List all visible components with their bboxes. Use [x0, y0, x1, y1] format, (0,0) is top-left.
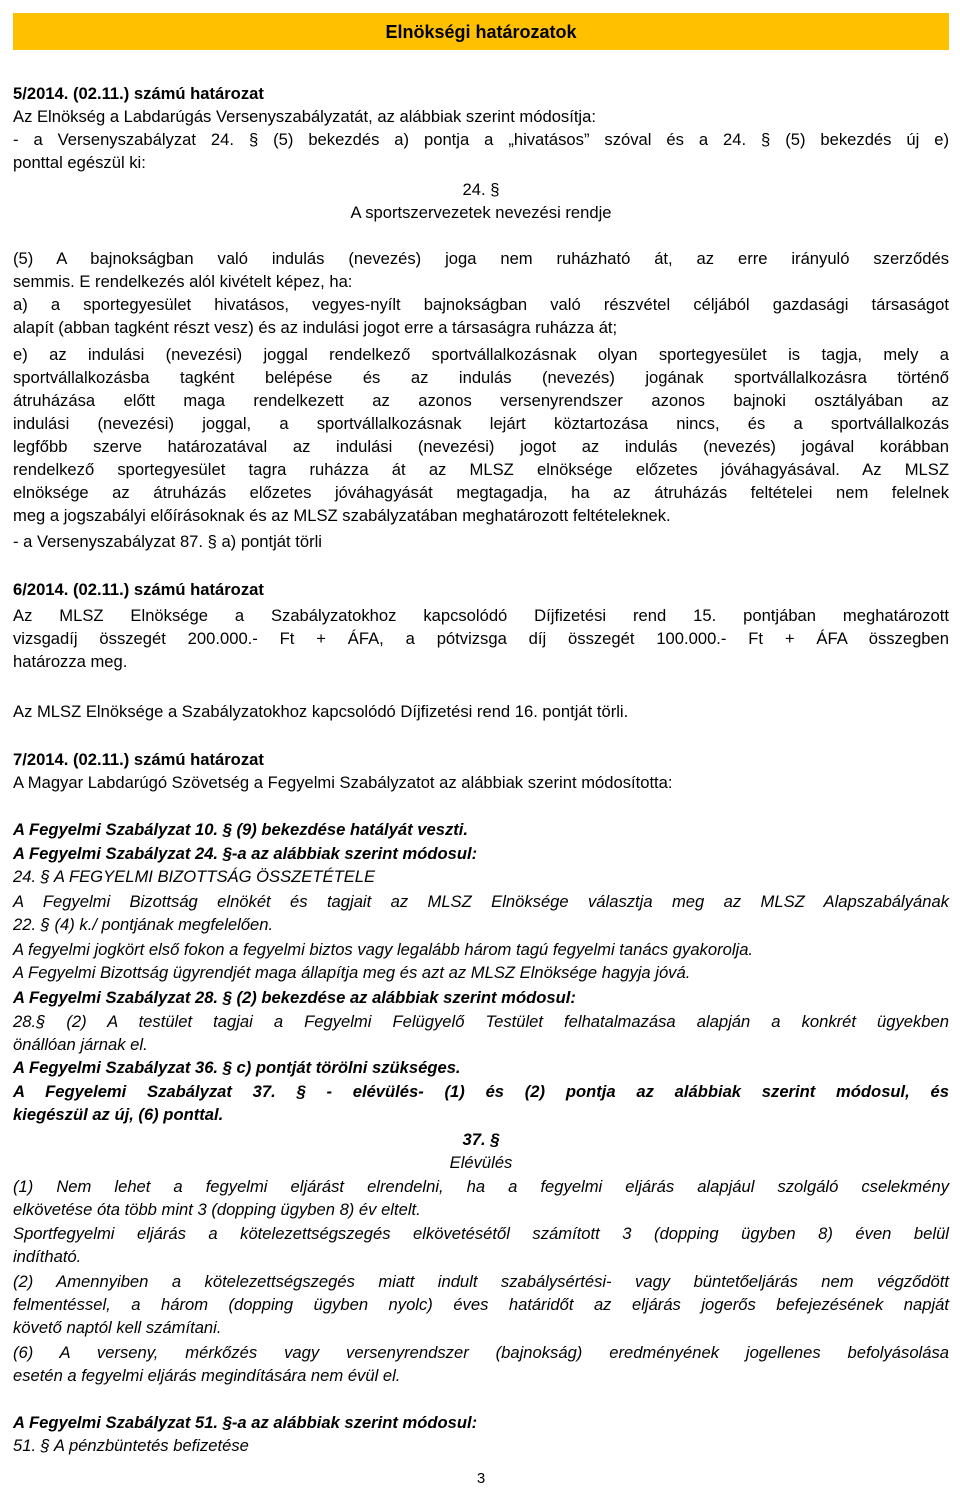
- page-number: 3: [476, 1470, 486, 1487]
- text-line: Az Elnökség a Labdarúgás Versenyszabályzatát, az alábbiak szerint módosítja:: [13, 107, 596, 126]
- text-line: A sportszervezetek nevezési rendje: [350, 203, 612, 222]
- text-line: Az MLSZ Elnöksége a Szabályzatokhoz kapcsolódó Díjfizetési rend 15. pontjában meghatározott: [13, 606, 949, 625]
- text-line: ponttal egészül ki:: [13, 153, 146, 172]
- text-line: (6) A verseny, mérkőzés vagy versenyrendszer (bajnokság) eredményének jogellenes befolyásolása: [13, 1343, 949, 1362]
- text-line: e) az indulási (nevezési) joggal rendelkező sportvállalkozásnak olyan sportegyesület is tagja, mely a: [13, 345, 949, 364]
- text-line: - a Versenyszabályzat 24. § (5) bekezdés a) pontja a „hivatásos” szóval és a 24. § (5) bekezdés új e): [13, 130, 949, 149]
- text-line: átruházása előtt maga rendelkezett az azonos versenyrendszer azonos bajnoki osztályában az: [13, 391, 949, 410]
- text-line: esetén a fegyelmi eljárás megindítására nem évül el.: [13, 1366, 401, 1385]
- text-line: (1) Nem lehet a fegyelmi eljárást elrendelni, ha a fegyelmi eljárás alapjául szolgáló cselekmény: [13, 1177, 949, 1196]
- text-line: A Fegyelmi Bizottság elnökét és tagjait az MLSZ Elnöksége választja meg az MLSZ Alapszabályának: [13, 892, 949, 911]
- text-line: 6/2014. (02.11.) számú határozat: [13, 580, 264, 599]
- text-line: 24. §: [462, 180, 500, 199]
- text-line: alapít (abban tagként részt vesz) és az indulási jogot erre a társaságra ruházza át;: [13, 318, 618, 337]
- text-line: meg a jogszabályi előírásoknak és az MLSZ szabályzatában meghatározott feltételeknek.: [13, 506, 671, 525]
- text-line: Elévülés: [449, 1153, 513, 1172]
- text-line: elnöksége az átruházás előzetes jóváhagyását megtagadja, ha az átruházás feltételei nem felelnek: [13, 483, 949, 502]
- text-line: A Fegyelmi Szabályzat 24. §-a az alábbiak szerint módosul:: [13, 844, 478, 863]
- text-line: 28.§ (2) A testület tagjai a Fegyelmi Felügyelő Testület felhatalmazása alapján a konkrét ügyekben: [13, 1012, 949, 1031]
- text-line: indulási (nevezési) joggal, a sportvállalkozásnak lejárt köztartozása nincs, és a sportvállalkozás: [13, 414, 949, 433]
- text-line: a) a sportegyesület hivatásos, vegyes-nyílt bajnokságban való részvétel céljából gazdasági társaságot: [13, 295, 949, 314]
- text-line: 51. § A pénzbüntetés befizetése: [13, 1436, 249, 1455]
- text-line: A Fegyelmi Szabályzat 28. § (2) bekezdése az alábbiak szerint módosul:: [13, 988, 576, 1007]
- text-line: határozza meg.: [13, 652, 128, 671]
- text-line: 37. §: [462, 1130, 500, 1149]
- text-line: Az MLSZ Elnöksége a Szabályzatokhoz kapcsolódó Díjfizetési rend 16. pontját törli.: [13, 702, 629, 721]
- text-line: (5) A bajnokságban való indulás (nevezés) joga nem ruházható át, az erre irányuló szerződés: [13, 249, 949, 268]
- text-line: 5/2014. (02.11.) számú határozat: [13, 84, 264, 103]
- text-line: felmentéssel, a három (dopping ügyben nyolc) éves határidőt az eljárás jogerős befejezésének napját: [13, 1295, 949, 1314]
- text-line: A Fegyelmi Szabályzat 10. § (9) bekezdése hatályát veszti.: [13, 820, 468, 839]
- text-line: A Fegyelmi Bizottság ügyrendjét maga állapítja meg és azt az MLSZ Elnöksége hagyja jóvá.: [13, 963, 691, 982]
- text-line: rendelkező sportegyesület tagra ruházza át az MLSZ elnöksége előzetes jóváhagyásával. Az MLSZ: [13, 460, 949, 479]
- text-line: vizsgadíj összegét 200.000.- Ft + ÁFA, a pótvizsga díj összegét 100.000.- Ft + ÁFA összegben: [13, 629, 949, 648]
- text-line: indítható.: [13, 1247, 82, 1266]
- text-line: A Fegyelmi Szabályzat 51. §-a az alábbiak szerint módosul:: [13, 1413, 478, 1432]
- text-line: követő naptól kell számítani.: [13, 1318, 222, 1337]
- text-line: 7/2014. (02.11.) számú határozat: [13, 750, 264, 769]
- text-line: legfőbb szerve határozatával az indulási (nevezési) jogot az indulás (nevezés) jogával korábban: [13, 437, 949, 456]
- text-line: 24. § A FEGYELMI BIZOTTSÁG ÖSSZETÉTELE: [13, 867, 376, 886]
- text-line: A Fegyelmi Szabályzat 36. § c) pontját törölni szükséges.: [13, 1058, 461, 1077]
- text-line: - a Versenyszabályzat 87. § a) pontját törli: [13, 532, 322, 551]
- page-title: Elnökségi határozatok: [385, 22, 577, 42]
- text-line: Sportfegyelmi eljárás a kötelezettségszegés elkövetésétől számított 3 (dopping ügyben 8) éven belül: [13, 1224, 949, 1243]
- text-line: 22. § (4) k./ pontjának megfelelően.: [13, 915, 274, 934]
- text-line: sportvállalkozásba tagként belépése és az indulás (nevezés) jogának sportvállalkozásra történő: [13, 368, 949, 387]
- text-line: A fegyelmi jogkört első fokon a fegyelmi biztos vagy legalább három tagú fegyelmi tanács gyakorolja.: [13, 940, 754, 959]
- text-line: kiegészül az új, (6) ponttal.: [13, 1105, 224, 1124]
- text-line: önállóan járnak el.: [13, 1035, 148, 1054]
- text-line: elkövetése óta több mint 3 (dopping ügyben 8) év eltelt.: [13, 1200, 421, 1219]
- text-line: semmis. E rendelkezés alól kivételt képez, ha:: [13, 272, 353, 291]
- text-line: (2) Amennyiben a kötelezettségszegés miatt indult szabálysértési- vagy büntetőeljárás nem végződött: [13, 1272, 949, 1291]
- text-line: A Magyar Labdarúgó Szövetség a Fegyelmi Szabályzatot az alábbiak szerint módosította:: [13, 773, 673, 792]
- text-line: A Fegyelemi Szabályzat 37. § - elévülés- (1) és (2) pontja az alábbiak szerint módosul, és: [13, 1082, 949, 1101]
